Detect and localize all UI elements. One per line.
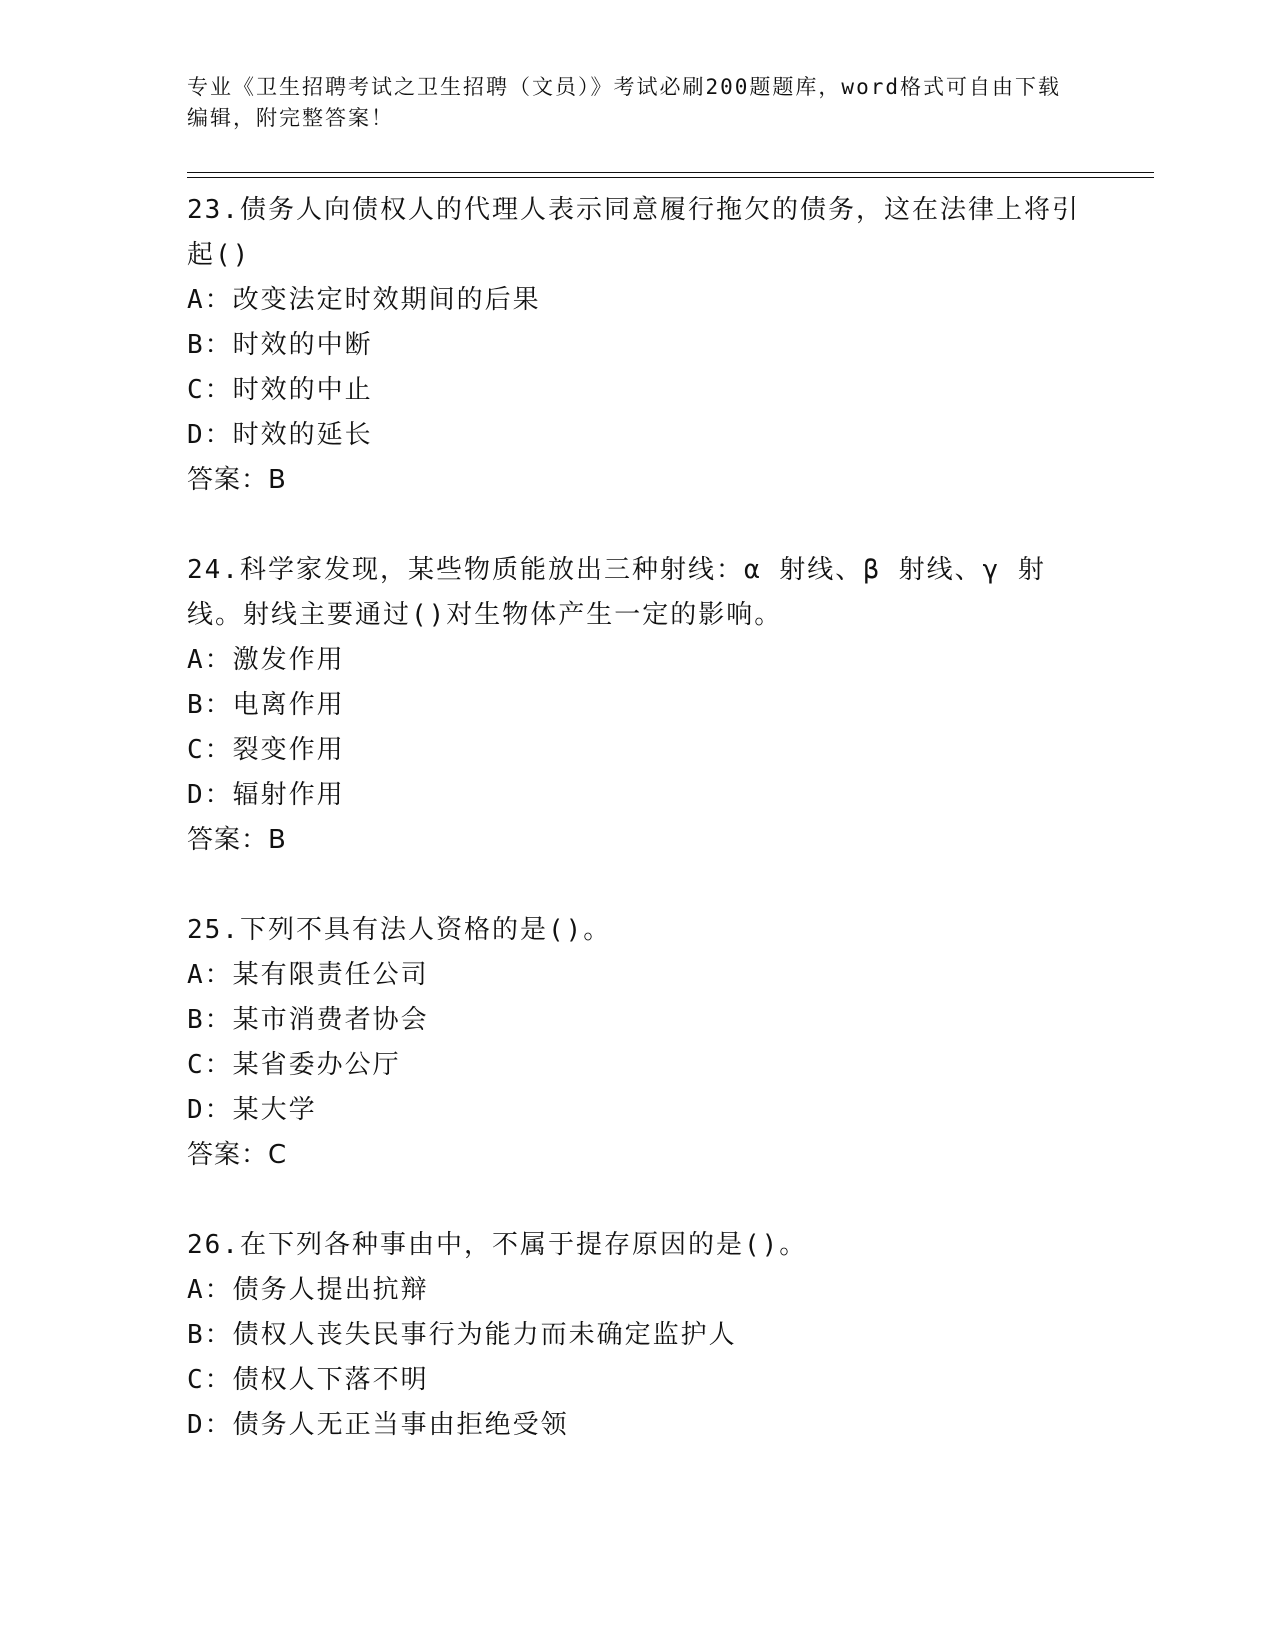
- option-d: D：某大学: [187, 1095, 317, 1125]
- option-a: A：某有限责任公司: [187, 960, 429, 990]
- answer-label: 答案：C: [187, 1140, 288, 1170]
- option-a: A：债务人提出抗辩: [187, 1275, 429, 1305]
- option-b: B：时效的中断: [187, 330, 373, 360]
- option-c: C：某省委办公厅: [187, 1050, 401, 1080]
- header-divider-top: [187, 172, 1154, 173]
- question-26: [187, 1223, 1087, 1448]
- option-c: C：裂变作用: [187, 735, 345, 765]
- question-stem: 25.下列不具有法人资格的是()。: [187, 915, 612, 945]
- option-d: D：债务人无正当事由拒绝受领: [187, 1410, 569, 1440]
- option-a: A：改变法定时效期间的后果: [187, 285, 541, 315]
- question-24: [187, 548, 1087, 863]
- question-23: [187, 188, 1087, 503]
- question-25: [187, 908, 1087, 1178]
- header-divider-bottom: [187, 177, 1154, 178]
- answer-label: 答案：B: [187, 825, 287, 855]
- option-d: D：时效的延长: [187, 420, 373, 450]
- option-d: D：辐射作用: [187, 780, 345, 810]
- option-a: A：激发作用: [187, 645, 345, 675]
- option-b: B：电离作用: [187, 690, 345, 720]
- option-b: B：某市消费者协会: [187, 1005, 429, 1035]
- question-stem: 23.债务人向债权人的代理人表示同意履行拖欠的债务，这在法律上将引起(): [187, 195, 1080, 270]
- header-intro: 专业《卫生招聘考试之卫生招聘（文员）》考试必刷200题题库，word格式可自由下载编辑，附完整答案！: [187, 75, 1061, 130]
- answer-label: 答案：B: [187, 465, 287, 495]
- option-c: C：债权人下落不明: [187, 1365, 429, 1395]
- question-stem: 24.科学家发现，某些物质能放出三种射线：α 射线、β 射线、γ 射线。射线主要通过()对生物体产生一定的影响。: [187, 555, 1046, 630]
- question-list: [187, 188, 1087, 1493]
- question-stem: 26.在下列各种事由中，不属于提存原因的是()。: [187, 1230, 808, 1260]
- option-b: B：债权人丧失民事行为能力而未确定监护人: [187, 1320, 737, 1350]
- option-c: C：时效的中止: [187, 375, 373, 405]
